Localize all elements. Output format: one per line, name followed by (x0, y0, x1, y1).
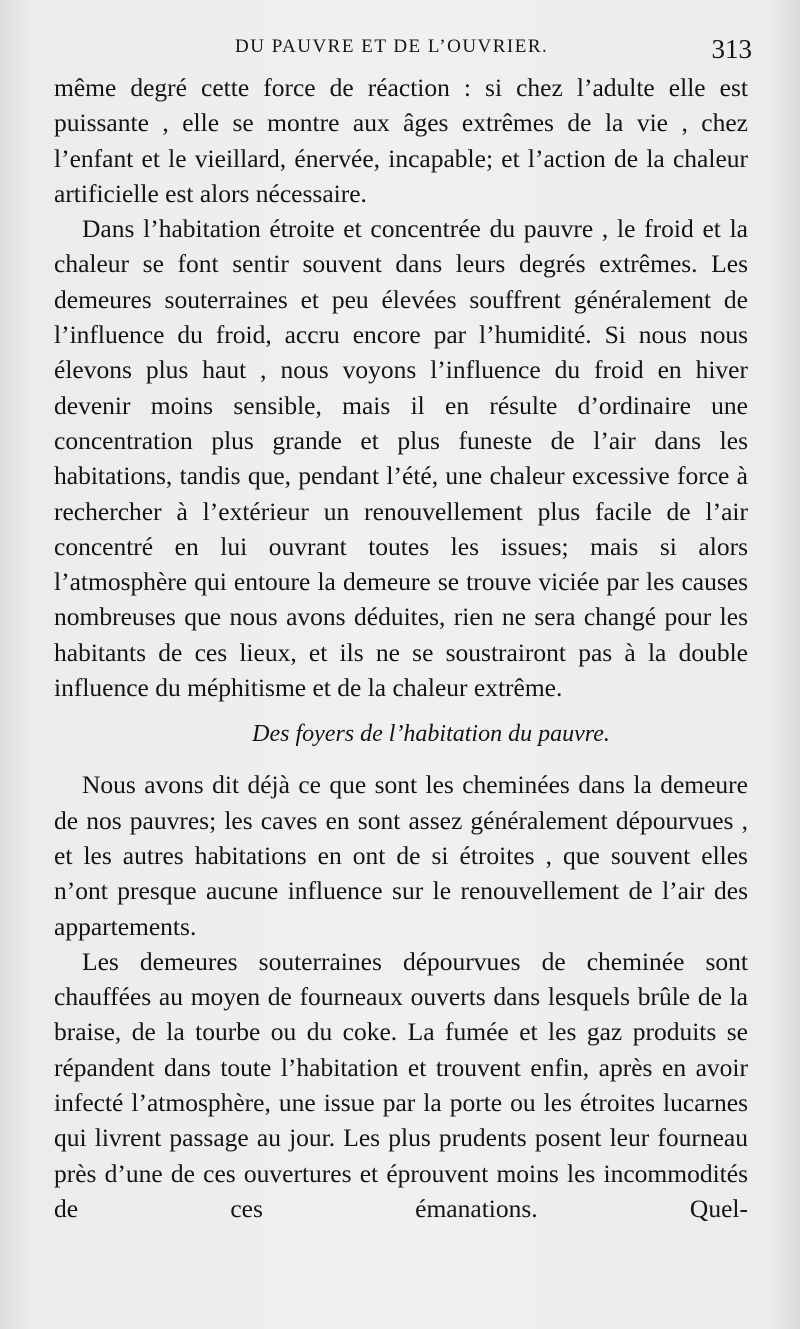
paragraph-habitation: Dans l’habitation étroite et concentrée du pauvre , le froid et la chaleur se font sentir souvent dans leurs degrés extrêmes. Les demeures souterraines et peu élevées souffrent généralement de l’influence du froid, accru encore par l’humidité. Si nous nous élevons plus haut , nous voyons l’influence du froid en hiver devenir moins sensible, mais il en résulte d’ordinaire une concentration plus grande et plus funeste de l’air dans les habitations, tandis que, pendant l’été, une chaleur excessive force à rechercher à l’extérieur un renouvellement plus facile de l’air concentré en lui ouvrant toutes les issues; mais si alors l’atmosphère qui entoure la demeure se trouve viciée par les causes nombreuses que nous avons déduites, rien ne sera changé pour les habitants de ces lieux, et ils ne se soustrairont pas à la double influence du méphitisme et de la chaleur extrême. (54, 214, 748, 703)
paragraph-continued: même degré cette force de réaction : si chez l’adulte elle est puissante , elle se montre aux âges extrêmes de la vie , chez l’enfant et le vieillard, énervée, incapable; et l’action de la chaleur artificielle est alors nécessaire. (54, 73, 748, 208)
paragraph-fourneaux: Les demeures souterraines dépourvues de cheminée sont chauffées au moyen de fourneaux ouverts dans lesquels brûle de la braise, de la tourbe ou du coke. La fumée et les gaz produits se répandent dans toute l’habitation et trouvent enfin, après en avoir infecté l’atmosphère, une issue par la porte ou les étroites lucarnes qui livrent passage au jour. Les plus prudents posent leur fourneau près d’une de ces ouvertures et éprouvent moins les incommodités de ces émanations. Quel- (54, 946, 748, 1223)
paragraph-cheminees: Nous avons dit déjà ce que sont les cheminées dans la demeure de nos pauvres; les caves en sont assez généralement dépourvues , et les autres habitations en ont de si étroites , que souvent elles n’ont presque aucune influence sur le renouvellement de l’air des appartements. (54, 770, 748, 941)
running-title: DU PAUVRE ET DE L’OUVRIER. (235, 36, 549, 57)
body-text (54, 70, 748, 1226)
page-number: 313 (711, 34, 752, 64)
section-heading: Des foyers de l’habitation du pauvre. (252, 721, 610, 748)
